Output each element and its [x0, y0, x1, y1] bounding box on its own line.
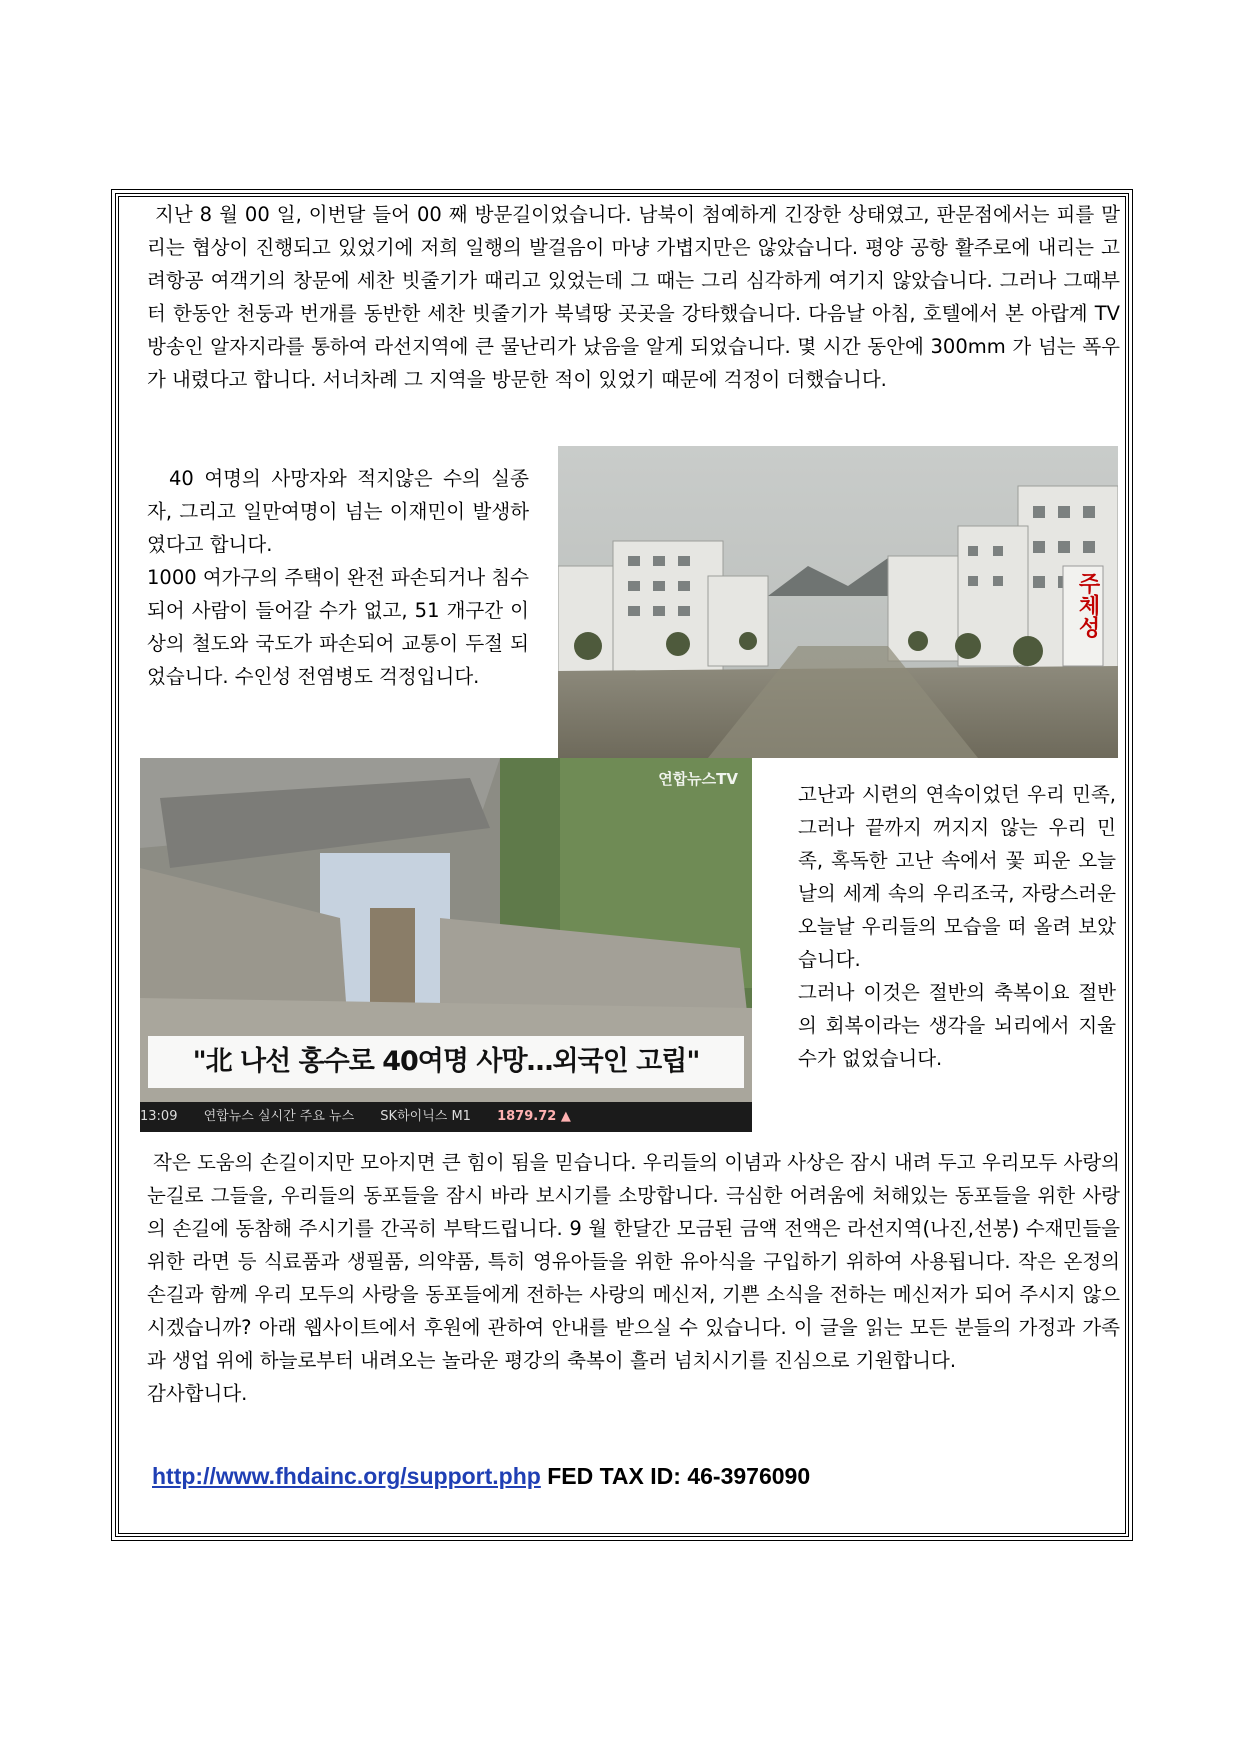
appeal-paragraph: 작은 도움의 손길이지만 모아지면 큰 힘이 됨을 믿습니다. 우리들의 이념과 사상은 잠시 내려 두고 우리모두 사랑의 눈길로 그들을, 우리들의 동포들을 잠시 바라 보시기를 소망합니다. 극심한 어려움에 처해있는 동포들을 위한 사랑의 손길에 동참해 주시기를 간곡히 부탁드립니다. 9 월 한달간 모금된 금액 전액은 라선지역(나진,선봉) 수재민들을 위한 라면 등 식료품과 생필품, 의약품, 특히 영유아들을 위한 유아식을 구입하기 위하여 사용됩니다. 작은 온정의 손길과 함께 우리 모두의 사랑을 동포들에게 전하는 사랑의 메신저, 기쁜 소식을 전하는 메신저가 되어 주시지 않으시겠습니까? 아래 웹사이트에서 후원에 관하여 안내를 받으실 수 있습니다. 이 글을 읽는 모든 분들의 가정과 가족과 생업 위에 하늘로부터 내려오는 놀라운 평강의 축복이 흘러 넘치시기를 진심으로 기원합니다. 감사합니다.: [147, 1151, 1120, 1405]
intro-paragraph: 지난 8 월 00 일, 이번달 들어 00 째 방문길이었습니다. 남북이 첨예하게 긴장한 상태였고, 판문점에서는 피를 말리는 협상이 진행되고 있었기에 저희 일행의 발걸음이 마냥 가볍지만은 않았습니다. 평양 공항 활주로에 내리는 고려항공 여객기의 창문에 세찬 빗줄기가 때리고 있었는데 그 때는 그리 심각하게 여기지 않았습니다. 그러나 그때부터 한동안 천둥과 번개를 동반한 세찬 빗줄기가 북녘땅 곳곳을 강타했습니다. 다음날 아침, 호텔에서 본 아랍계 TV 방송인 알자지라를 통하여 라선지역에 큰 물난리가 났음을 알게 되었습니다. 몇 시간 동안에 300mm 가 넘는 폭우가 내렸다고 합니다. 서너차례 그 지역을 방문한 적이 있었기 때문에 걱정이 더했습니다.: [147, 203, 1120, 391]
ticker-stock-name: SK하이닉스 M1: [380, 1109, 471, 1124]
collapsed-house-news-photo: [140, 758, 752, 1132]
damage-paragraph: 40 여명의 사망자와 적지않은 수의 실종자, 그리고 일만여명이 넘는 이재민이 발생하였다고 합니다. 1000 여가구의 주택이 완전 파손되거나 침수되어 사람이 들어갈 수가 없고, 51 개구간 이상의 철도와 국도가 파손되어 교통이 두절 되었습니다. 수인성 전염병도 걱정입니다.: [147, 467, 530, 688]
fed-tax-id: FED TAX ID: 46-3976090: [547, 1463, 811, 1489]
monument-sign-text: 주체성: [1075, 572, 1100, 638]
flood-street-photo: [558, 446, 1118, 758]
ticker-headline-label: 연합뉴스 실시간 주요 뉴스: [203, 1109, 355, 1124]
support-link[interactable]: http://www.fhdainc.org/support.php: [152, 1463, 541, 1489]
flood-street-illustration: [558, 446, 1118, 758]
reflection-paragraph: 고난과 시련의 연속이었던 우리 민족, 그러나 끝까지 꺼지지 않는 우리 민족, 혹독한 고난 속에서 꽃 피운 오늘날의 세계 속의 우리조국, 자랑스러운 오늘날 우리들의 모습을 떠 올려 보았습니다. 그러나 이것은 절반의 축복이요 절반의 회복이라는 생각을 뇌리에서 지울수가 없었습니다.: [798, 783, 1116, 1070]
news-caption: "北 나선 홍수로 40여명 사망…외국인 고립": [148, 1036, 744, 1088]
support-footer: [152, 1461, 810, 1491]
news-watermark: 연합뉴스TV: [658, 770, 738, 788]
news-ticker: [140, 1102, 752, 1132]
ticker-time: 13:09: [140, 1109, 178, 1124]
ticker-stock-value: 1879.72 ▲: [497, 1109, 571, 1124]
